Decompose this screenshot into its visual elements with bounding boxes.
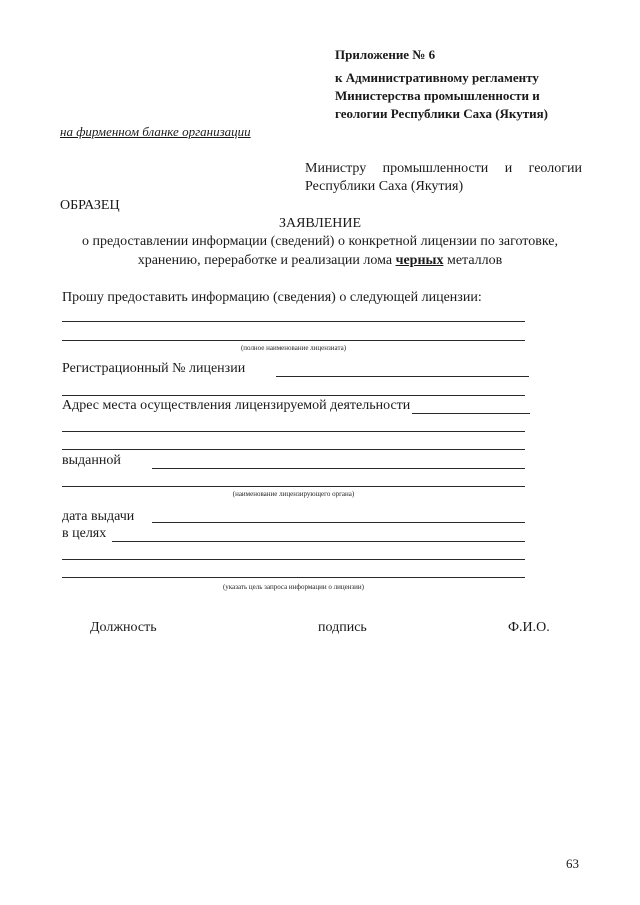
signature-label: подпись: [318, 620, 367, 635]
purpose-line-2: [62, 559, 525, 560]
address-field[interactable]: [412, 413, 530, 414]
addressee-word: промышленности: [382, 161, 489, 176]
addressee-word: геологии: [528, 161, 582, 176]
issue-date-label: дата выдачи: [62, 509, 135, 524]
subtitle-part-c: металлов: [443, 253, 503, 268]
reg-number-line-2: [62, 395, 525, 396]
issue-date-field[interactable]: [152, 522, 525, 523]
subtitle-emphasis: черных: [395, 253, 444, 268]
addressee-line-2: Республики Саха (Якутия): [305, 179, 464, 194]
address-label: Адрес места осуществления лицензируемой деятельности: [62, 398, 411, 413]
letterhead-note: на фирменном бланке организации: [60, 124, 251, 139]
addressee-word: Министру: [305, 161, 367, 176]
addressee-word: и: [504, 161, 513, 176]
caption-authority: (наименование лицензирующего органа): [232, 490, 355, 498]
issued-by-line-2: [62, 486, 525, 487]
address-line-2: [62, 431, 525, 432]
statement-subtitle-2: [0, 253, 640, 269]
caption-purpose: (указать цель запроса информации о лицензии): [222, 583, 365, 591]
appendix-line-2: Министерства промышленности и: [335, 88, 540, 103]
subtitle-part-a: хранению, переработке и реализации лома: [137, 253, 396, 268]
address-line-3: [62, 449, 525, 450]
statement-subtitle-1: о предоставлении информации (сведений) о конкретной лицензии по заготовке,: [81, 234, 559, 249]
appendix-line-1: к Административному регламенту: [335, 70, 539, 85]
issued-by-label: выданной: [62, 453, 121, 468]
reg-number-label: Регистрационный № лицензии: [62, 361, 246, 376]
statement-title: ЗАЯВЛЕНИЕ: [278, 216, 362, 231]
purpose-label: в целях: [62, 526, 107, 541]
licensee-line-2: [62, 340, 525, 341]
appendix-title: Приложение № 6: [335, 47, 436, 62]
sample-label: ОБРАЗЕЦ: [60, 198, 120, 213]
reg-number-field[interactable]: [276, 376, 529, 377]
purpose-line-3: [62, 577, 525, 578]
full-name-label: Ф.И.О.: [508, 620, 550, 635]
issued-by-field[interactable]: [152, 468, 525, 469]
page-number: 63: [566, 856, 579, 871]
appendix-line-3: геологии Республики Саха (Якутия): [335, 106, 548, 121]
form-intro: Прошу предоставить информацию (сведения) о следующей лицензии:: [62, 290, 482, 305]
purpose-field[interactable]: [112, 541, 525, 542]
licensee-line-1: [62, 321, 525, 322]
position-label: Должность: [90, 620, 157, 635]
addressee-line-1: [305, 161, 582, 177]
caption-licensee: (полное наименование лицензиата): [240, 344, 347, 352]
